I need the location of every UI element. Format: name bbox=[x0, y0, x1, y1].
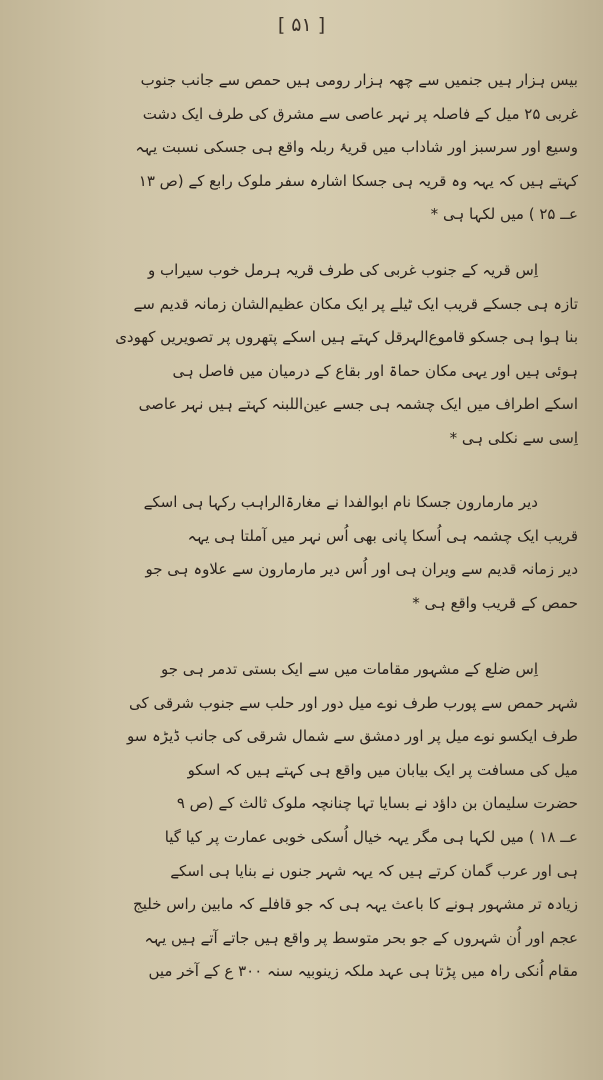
text-line: کہتے ہیں کہ یہہ وہ قریہ ہی جسکا اشارہ سفر ملوک رابع کے (ص ۱۳ bbox=[138, 171, 578, 190]
text-line: میل کی مسافت پر ایک بیابان میں واقع ہی کہتے ہیں کہ اسکو bbox=[187, 760, 578, 779]
text-line: وسیع اور سرسبز اور شاداب میں قریۂ ربلہ واقع ہی جسکی نسبت یہہ bbox=[135, 138, 578, 157]
text-line: عــ ۲۵ ) میں لکہا ہی * bbox=[430, 205, 578, 224]
paragraph-3 bbox=[58, 486, 578, 620]
text-line: دیر زمانہ قدیم سے ویران ہی اور اُس دیر مارمارون سے علاوہ ہی جو bbox=[145, 560, 578, 579]
paragraph-2 bbox=[58, 254, 578, 456]
text-line: قریب ایک چشمہ ہی اُسکا پانی بھی اُس نہر میں آملتا ہی یہہ bbox=[187, 526, 578, 545]
text-line: حضرت سلیمان بن داؤد نے بسایا تہا چنانچہ ملوک ثالث کے (ص ۹ bbox=[176, 794, 578, 813]
paragraph-4 bbox=[58, 653, 578, 989]
text-line: اسکے اطراف میں ایک چشمہ ہی جسے عین‌اللبنہ کہتے ہیں نہر عاصی bbox=[138, 395, 578, 414]
text-line: اِس قریہ کے جنوب غربی کی طرف قریہ ہرمل خوب سیراب و bbox=[147, 261, 538, 279]
text-line: عــ ۱۸ ) میں لکہا ہی مگر یہہ خیال اُسکی خوبی عمارت پر کیا گیا bbox=[164, 827, 578, 846]
text-line: اِس ضلع کے مشہور مقامات میں سے ایک بستی تدمر ہی جو bbox=[160, 660, 538, 678]
paragraph-1 bbox=[58, 64, 578, 232]
text-line: مقام اُنکی راہ میں پڑتا ہی عہد ملکہ زینوبیہ سنہ ۳۰۰ ع کے آخر میں bbox=[148, 962, 578, 981]
text-line: ہی اور عرب گمان کرتے ہیں کہ یہہ شہر جنوں نے بنایا ہی اسکے bbox=[170, 861, 578, 880]
text-line: زیادہ تر مشہور ہونے کا باعث یہہ ہی کہ جو قافلے کہ مابین راس خلیج bbox=[133, 895, 578, 914]
text-line: اِسی سے نکلی ہی * bbox=[449, 428, 578, 447]
text-line: تازہ ہی جسکے قریب ایک ٹیلے پر ایک مکان عظیم‌الشان زمانہ قدیم سے bbox=[133, 294, 578, 313]
text-line: غربی ۲۵ میل کے فاصلہ پر نہر عاصی سے مشرق کی طرف ایک دشت bbox=[142, 104, 578, 123]
text-line: دیر مارمارون جسکا نام ابوالفدا نے مغارۃ‌الراہب رکہا ہی اسکے bbox=[143, 493, 538, 511]
text-line: عجم اور اُن شہروں کے جو بحر متوسط پر واقع ہیں جاتے آتے ہیں یہہ bbox=[144, 928, 578, 947]
text-line: ہوئی ہیں اور یہی مکان حماۃ اور بقاع کے درمیان میں فاصل ہی bbox=[172, 361, 578, 380]
text-line: طرف ایکسو نوے میل پر اور دمشق سے شمال شرقی کی جانب ڈیڑہ سو bbox=[126, 727, 578, 746]
text-line: حمص کے قریب واقع ہی * bbox=[412, 593, 578, 612]
text-line: بیس ہزار ہیں جنمیں سے چھہ ہزار رومی ہیں حمص سے جانب جنوب bbox=[140, 71, 578, 89]
text-line: بنا ہوا ہی جسکو قاموع‌الہرقل کہتے ہیں اسکے پتھروں پر تصویریں کھودی bbox=[115, 328, 578, 347]
text-line: شہر حمص سے پورب طرف نوے میل دور اور حلب سے جنوب شرقی کی bbox=[129, 693, 578, 712]
page-number: [ ۵۱ ] bbox=[277, 14, 326, 36]
